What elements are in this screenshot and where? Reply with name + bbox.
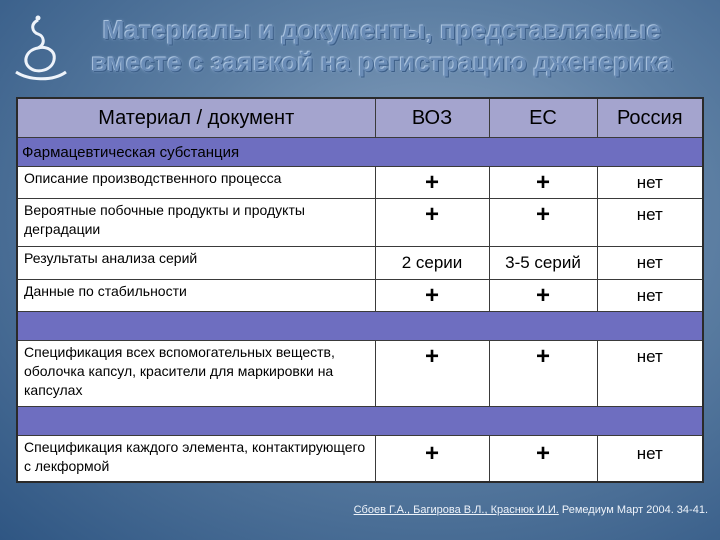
citation-authors[interactable]: Сбоев Г.А., Багирова В.Л., Краснюк И.И. [353,504,559,516]
table-row [17,199,703,247]
cell-eu: + [489,280,597,312]
cell-who: + [375,436,489,482]
cell-eu: + [489,199,597,247]
logo-icon [8,14,70,84]
cell-who: + [375,199,489,247]
table-row [17,167,703,199]
table-row [17,341,703,407]
row-label: Описание производственного процесса [17,167,375,199]
row-label: Спецификация каждого элемента, контактирующего с лекформой [17,436,375,482]
header-row [17,98,703,138]
row-label: Спецификация всех вспомогательных веществ, оболочка капсул, красители для маркировки на капсулах [17,341,375,407]
cell-who: 2 серии [375,247,489,280]
cell-who: + [375,280,489,312]
divider-band [17,407,703,436]
citation [354,504,708,516]
citation-source: Ремедиум Март 2004. 34-41. [558,504,708,516]
cell-russia: нет [597,199,703,247]
cell-russia: нет [597,247,703,280]
cell-russia: нет [597,341,703,407]
cell-russia: нет [597,280,703,312]
table-row [17,280,703,312]
table-row [17,247,703,280]
cell-eu: 3-5 серий [489,247,597,280]
requirements-table [16,97,704,483]
row-label: Данные по стабильности [17,280,375,312]
section-row [17,138,703,167]
cell-eu: + [489,436,597,482]
header-who: ВОЗ [375,98,489,138]
divider-band [17,312,703,341]
row-label: Вероятные побочные продукты и продукты деградации [17,199,375,247]
cell-russia: нет [597,436,703,482]
header-russia: Россия [597,98,703,138]
cell-who: + [375,167,489,199]
page-title: Материалы и документы, представляемые вместе с заявкой на регистрацию дженерика [91,15,673,77]
section-label: Фармацевтическая субстанция [17,138,703,167]
cell-eu: + [489,341,597,407]
cell-eu: + [489,167,597,199]
header-eu: ЕС [489,98,597,138]
cell-russia: нет [597,167,703,199]
header-material: Материал / документ [17,98,375,138]
row-label: Результаты анализа серий [17,247,375,280]
cell-who: + [375,341,489,407]
table-row [17,436,703,482]
